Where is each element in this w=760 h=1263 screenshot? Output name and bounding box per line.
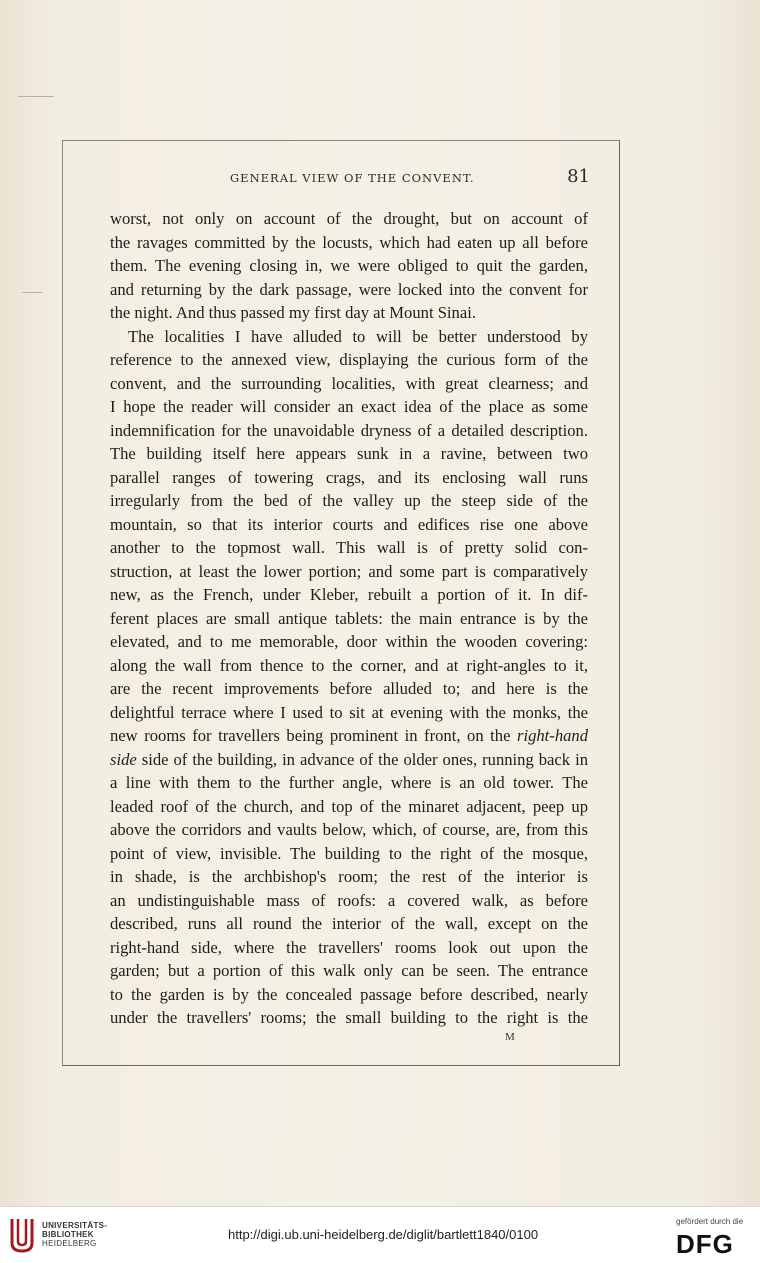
text-line: irregularly from the bed of the valley up the steep side of the bbox=[110, 491, 588, 510]
text-line: The building itself here appears sunk in a ravine, between two bbox=[110, 444, 588, 463]
text-line: under the travellers' rooms; the small building to the right is the bbox=[110, 1008, 588, 1027]
text-line: above the corridors and vaults below, which, of course, are, from this bbox=[110, 820, 588, 839]
university-library-logo-icon bbox=[8, 1217, 36, 1253]
text-line: the ravages committed by the locusts, which had eaten up all before bbox=[110, 232, 588, 252]
text-line: worst, not only on account of the drought, but on account of bbox=[110, 209, 588, 228]
text-line: along the wall from thence to the corner, and at right-angles to it, bbox=[110, 655, 588, 675]
text-line: reference to the annexed view, displaying the curious form of the bbox=[110, 350, 588, 369]
text-line: parallel ranges of towering crags, and its enclosing wall runs bbox=[110, 467, 588, 487]
text-line: new, as the French, under Kleber, rebuilt a portion of it. In dif- bbox=[110, 585, 588, 604]
text-line: convent, and the surrounding localities, with great clearness; and bbox=[110, 373, 588, 393]
text-line: a line with them to the further angle, where is an old tower. The bbox=[110, 773, 588, 792]
text-line: right-hand side, where the travellers' rooms look out upon the bbox=[110, 937, 588, 957]
text-line: ferent places are small antique tablets: the main entrance is by the bbox=[110, 608, 588, 628]
text-fragment: side of the building, in advance of the older ones, running back in bbox=[141, 749, 588, 769]
text-line: delightful terrace where I used to sit at evening with the monks, the bbox=[110, 702, 588, 722]
library-name-line: BIBLIOTHEK bbox=[42, 1230, 94, 1239]
text-line: point of view, invisible. The building to the right of the mosque, bbox=[110, 843, 588, 863]
text-line: elevated, and to me memorable, door within the wooden covering: bbox=[110, 632, 588, 651]
text-line: in shade, is the archbishop's room; the rest of the interior is bbox=[110, 867, 588, 886]
page-edge-mark bbox=[22, 292, 42, 293]
body-text bbox=[110, 207, 588, 1030]
paragraph-first-line: The localities I have alluded to will be better understood by bbox=[128, 326, 588, 346]
text-line-with-italic bbox=[110, 724, 588, 748]
library-name-line: HEIDELBERG bbox=[42, 1239, 97, 1248]
text-line: an undistinguishable mass of roofs: a covered walk, as before bbox=[110, 890, 588, 910]
university-library-name bbox=[42, 1221, 107, 1248]
text-line: the night. And thus passed my first day at Mount Sinai. bbox=[110, 303, 476, 322]
text-line: them. The evening closing in, we were obliged to quit the garden, bbox=[110, 256, 588, 275]
text-line: and returning by the dark passage, were locked into the convent for bbox=[110, 279, 588, 299]
signature-mark: M bbox=[505, 1031, 515, 1043]
permalink-url[interactable]: http://digi.ub.uni-heidelberg.de/diglit/bartlett1840/0100 bbox=[228, 1227, 539, 1242]
page-number: 81 bbox=[567, 166, 590, 187]
text-line: are the recent improvements before alluded to; and here is the bbox=[110, 679, 588, 698]
page-edge-mark bbox=[18, 96, 54, 97]
viewer-footer bbox=[0, 1206, 760, 1263]
text-line: another to the topmost wall. This wall is of pretty solid con- bbox=[110, 538, 588, 557]
italic-fragment: right-hand bbox=[517, 726, 589, 745]
text-line: I hope the reader will consider an exact idea of the place as some bbox=[110, 397, 588, 416]
running-head bbox=[110, 168, 590, 188]
text-line: described, runs all round the interior of the wall, except on the bbox=[110, 914, 588, 933]
text-line: mountain, so that its interior courts and edifices rise one above bbox=[110, 514, 588, 534]
text-line: struction, at least the lower portion; and some part is comparatively bbox=[110, 561, 588, 581]
library-name-line: UNIVERSITÄTS- bbox=[42, 1221, 108, 1230]
dfg-logo: DFG bbox=[676, 1229, 734, 1259]
text-line: garden; but a portion of this walk only can be seen. The entrance bbox=[110, 961, 588, 980]
text-line-with-italic bbox=[110, 748, 588, 772]
running-head-title: GENERAL VIEW OF THE CONVENT. bbox=[230, 171, 475, 185]
text-line: leaded roof of the church, and top of the minaret adjacent, peep up bbox=[110, 796, 588, 816]
text-line: indemnification for the unavoidable dryness of a detailed description. bbox=[110, 420, 588, 440]
text-fragment: new rooms for travellers being prominent in front, on the bbox=[110, 726, 511, 745]
italic-fragment: side bbox=[110, 749, 137, 769]
text-line: to the garden is by the concealed passage before described, nearly bbox=[110, 984, 588, 1004]
dfg-caption: gefördert durch die bbox=[676, 1217, 744, 1226]
